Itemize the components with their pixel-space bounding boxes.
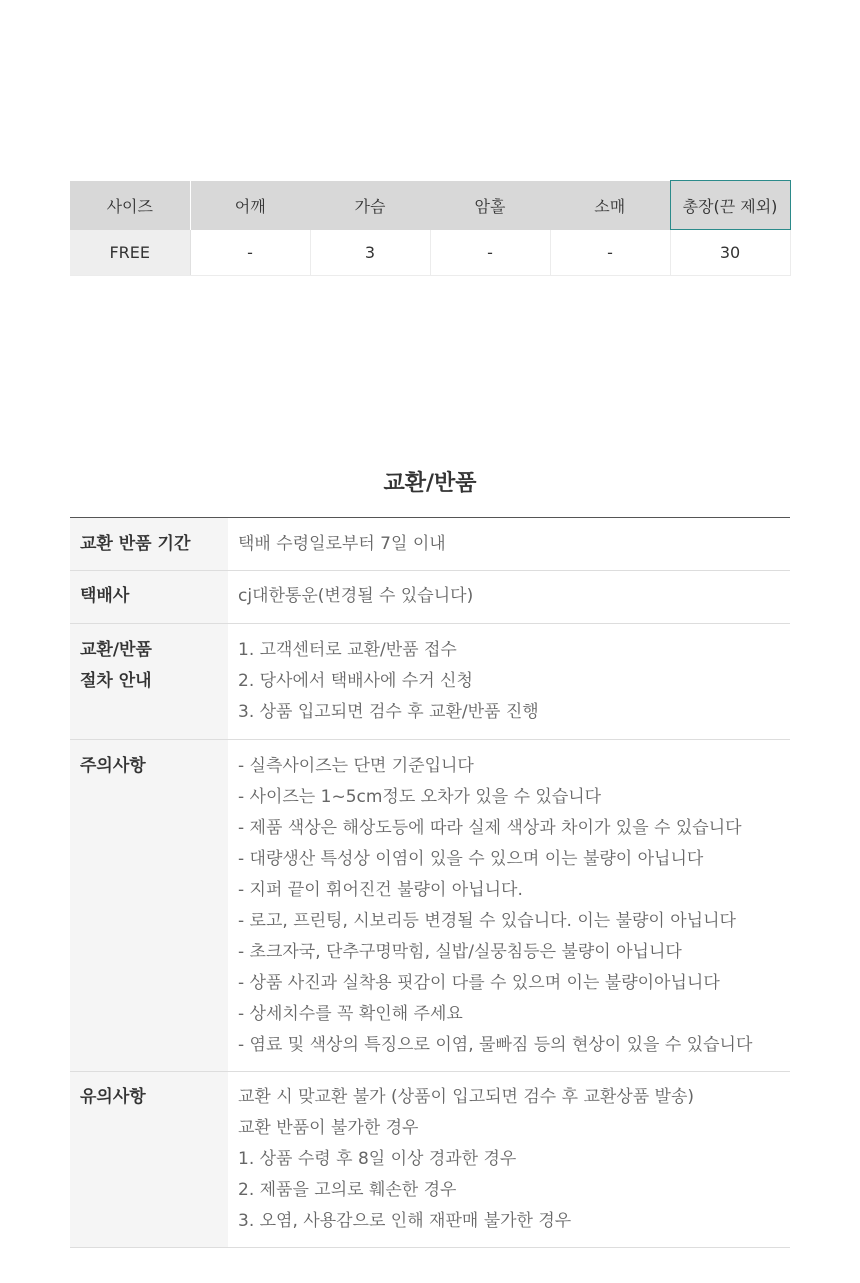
info-label-line: 절차 안내 (80, 671, 152, 691)
info-content-line: 1. 상품 수령 후 8일 이상 경과한 경우 (238, 1149, 517, 1169)
info-row-notes (70, 1072, 790, 1248)
info-row-procedure (70, 624, 790, 740)
size-header-shoulder: 어깨 (190, 181, 310, 230)
info-content (228, 571, 790, 624)
info-label (70, 740, 228, 1072)
info-content-line: - 염료 및 색상의 특징으로 이염, 물빠짐 등의 현상이 있을 수 있습니다 (238, 1035, 753, 1055)
info-content-line: 2. 제품을 고의로 훼손한 경우 (238, 1180, 457, 1200)
info-content-line: 1. 고객센터로 교환/반품 접수 (238, 640, 457, 660)
size-header-total-length: 총장(끈 제외) (670, 181, 790, 230)
info-label-line: 교환/반품 (80, 640, 152, 660)
info-row-cautions (70, 740, 790, 1072)
info-content-line: - 실측사이즈는 단면 기준입니다 (238, 756, 474, 776)
size-value-chest: 3 (310, 230, 430, 276)
info-content (228, 1072, 790, 1248)
info-content-line: cj대한통운(변경될 수 있습니다) (238, 586, 474, 606)
info-content-line: - 제품 색상은 해상도등에 따라 실제 색상과 차이가 있을 수 있습니다 (238, 818, 742, 838)
info-label (70, 624, 228, 740)
info-label-line: 택배사 (80, 586, 130, 606)
size-header-size: 사이즈 (70, 181, 190, 230)
exchange-section-title: 교환/반품 (383, 471, 477, 496)
info-content-line: - 로고, 프린팅, 시보리등 변경될 수 있습니다. 이는 불량이 아닙니다 (238, 911, 736, 931)
info-content-line: 3. 오염, 사용감으로 인해 재판매 불가한 경우 (238, 1211, 572, 1231)
info-content-line: - 사이즈는 1~5cm정도 오차가 있을 수 있습니다 (238, 787, 602, 807)
size-value-total-length: 30 (670, 230, 790, 276)
info-content-line: - 지퍼 끝이 휘어진건 불량이 아닙니다. (238, 880, 523, 900)
info-label (70, 1072, 228, 1248)
info-label-line: 유의사항 (80, 1087, 146, 1107)
info-content-line: 3. 상품 입고되면 검수 후 교환/반품 진행 (238, 702, 539, 722)
info-row-courier (70, 571, 790, 624)
size-header-chest: 가슴 (310, 181, 430, 230)
info-label (70, 518, 228, 571)
info-row-exchange-period (70, 518, 790, 571)
info-content (228, 518, 790, 571)
info-label (70, 571, 228, 624)
info-content-line: 2. 당사에서 택배사에 수거 신청 (238, 671, 473, 691)
info-content-line: - 초크자국, 단추구명막힘, 실밥/실뭉침등은 불량이 아닙니다 (238, 942, 682, 962)
size-table-value-row (70, 230, 790, 276)
size-value-armhole: - (430, 230, 550, 276)
size-value-shoulder: - (190, 230, 310, 276)
info-content-line: 교환 시 맞교환 불가 (상품이 입고되면 검수 후 교환상품 발송) (238, 1087, 695, 1107)
info-content-line: - 대량생산 특성상 이염이 있을 수 있으며 이는 불량이 아닙니다 (238, 849, 704, 869)
info-label-line: 교환 반품 기간 (80, 534, 191, 554)
info-content-line: 교환 반품이 불가한 경우 (238, 1118, 419, 1138)
info-content-line: - 상품 사진과 실착용 핏감이 다를 수 있으며 이는 불량이아닙니다 (238, 973, 720, 993)
size-value-sleeve: - (550, 230, 670, 276)
info-content (228, 624, 790, 740)
info-content (228, 740, 790, 1072)
size-value-size: FREE (70, 230, 190, 276)
size-header-armhole: 암홀 (430, 181, 550, 230)
info-content-line: - 상세치수를 꼭 확인해 주세요 (238, 1004, 463, 1024)
size-table (70, 180, 791, 276)
size-table-header-row (70, 181, 790, 230)
exchange-info-table (70, 517, 790, 1248)
info-label-line: 주의사항 (80, 756, 146, 776)
info-content-line: 택배 수령일로부터 7일 이내 (238, 534, 446, 554)
size-header-sleeve: 소매 (550, 181, 670, 230)
